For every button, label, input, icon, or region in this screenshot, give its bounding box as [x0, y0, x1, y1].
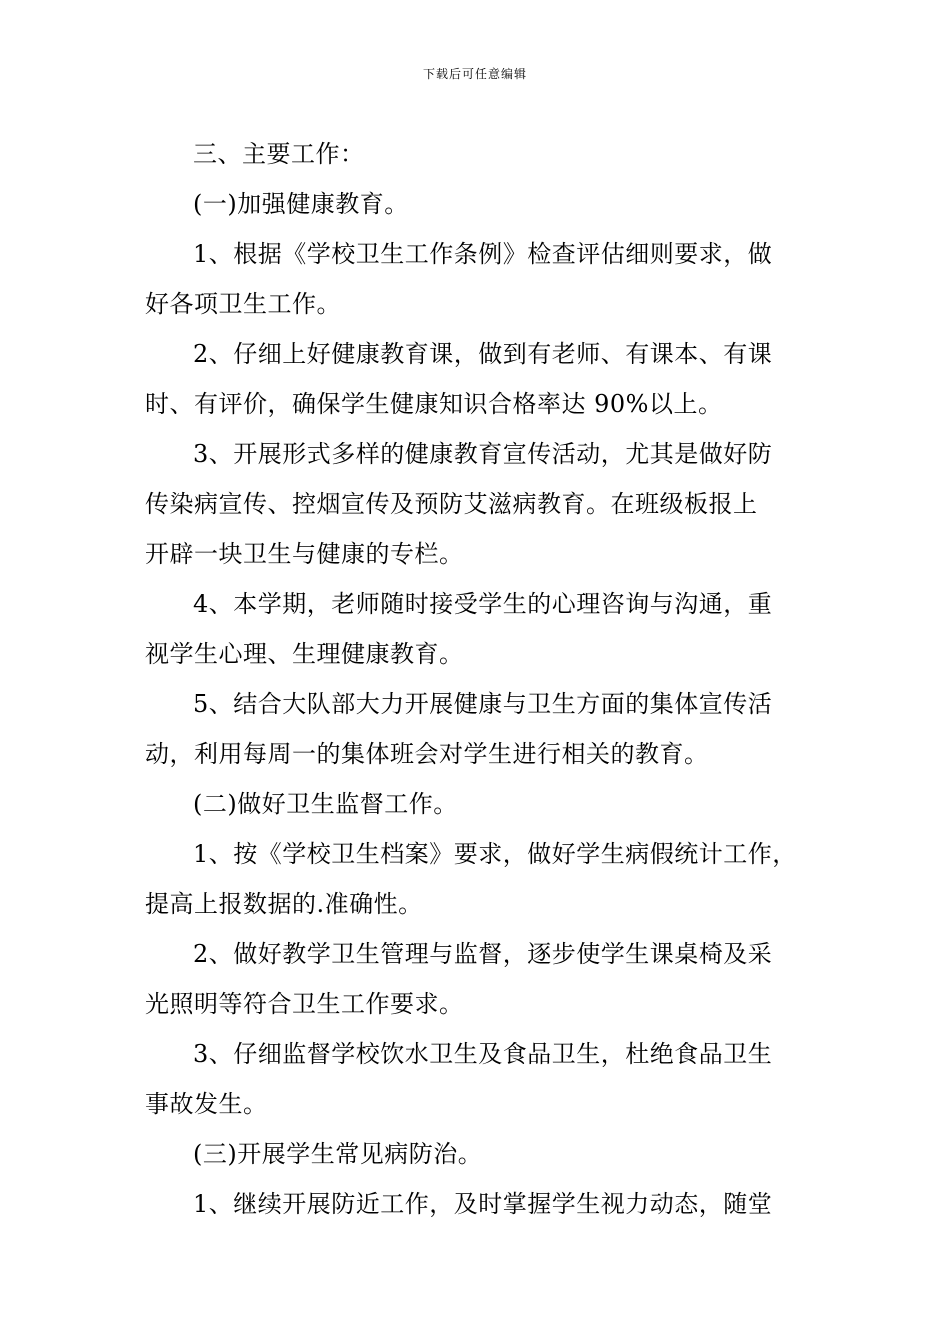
- paragraph: [145, 929, 807, 1029]
- paragraph: [145, 829, 807, 929]
- text-line: 1、根据《学校卫生工作条例》检查评估细则要求，做: [193, 240, 773, 268]
- text-line: 1、按《学校卫生档案》要求，做好学生病假统计工作，: [193, 840, 797, 868]
- subsection-heading: [145, 179, 807, 229]
- text-line: 2、仔细上好健康教育课，做到有老师、有课本、有课: [193, 340, 773, 368]
- section-heading: [145, 129, 807, 179]
- text-line: 3、开展形式多样的健康教育宣传活动，尤其是做好防: [193, 440, 773, 468]
- text-line: (一)加强健康教育。: [193, 190, 409, 218]
- header-note: 下载后可任意编辑: [422, 67, 527, 81]
- text-line: 2、做好教学卫生管理与监督，逐步使学生课桌椅及采: [193, 940, 773, 968]
- paragraph: [145, 1029, 807, 1129]
- text-line: 好各项卫生工作。: [145, 290, 341, 318]
- paragraph: [145, 429, 807, 579]
- text-line: 时、有评价，确保学生健康知识合格率达 90%以上。: [145, 390, 723, 418]
- paragraph: [145, 1179, 807, 1229]
- text-line: 3、仔细监督学校饮水卫生及食品卫生，杜绝食品卫生: [193, 1040, 773, 1068]
- paragraph: [145, 579, 807, 679]
- paragraph: [145, 329, 807, 429]
- text-line: 动，利用每周一的集体班会对学生进行相关的教育。: [145, 740, 709, 768]
- text-line: 开辟一块卫生与健康的专栏。: [145, 540, 464, 568]
- text-line: 1、继续开展防近工作，及时掌握学生视力动态，随堂: [193, 1190, 773, 1218]
- text-line: 5、结合大队部大力开展健康与卫生方面的集体宣传活: [193, 690, 773, 718]
- text-line: 光照明等符合卫生工作要求。: [145, 990, 464, 1018]
- text-line: 事故发生。: [145, 1090, 268, 1118]
- text-line: 三、主要工作：: [193, 140, 365, 168]
- paragraph: [145, 679, 807, 779]
- text-line: (三)开展学生常见病防治。: [193, 1140, 483, 1168]
- paragraph: [145, 229, 807, 329]
- text-line: 视学生心理、生理健康教育。: [145, 640, 464, 668]
- subsection-heading: [145, 779, 807, 829]
- text-line: 传染病宣传、控烟宣传及预防艾滋病教育。在班级板报上: [145, 490, 758, 518]
- subsection-heading: [145, 1129, 807, 1179]
- text-line: 4、本学期，老师随时接受学生的心理咨询与沟通，重: [193, 590, 773, 618]
- document-body: [145, 129, 807, 1229]
- text-line: 提高上报数据的.准确性。: [145, 890, 423, 918]
- text-line: (二)做好卫生监督工作。: [193, 790, 458, 818]
